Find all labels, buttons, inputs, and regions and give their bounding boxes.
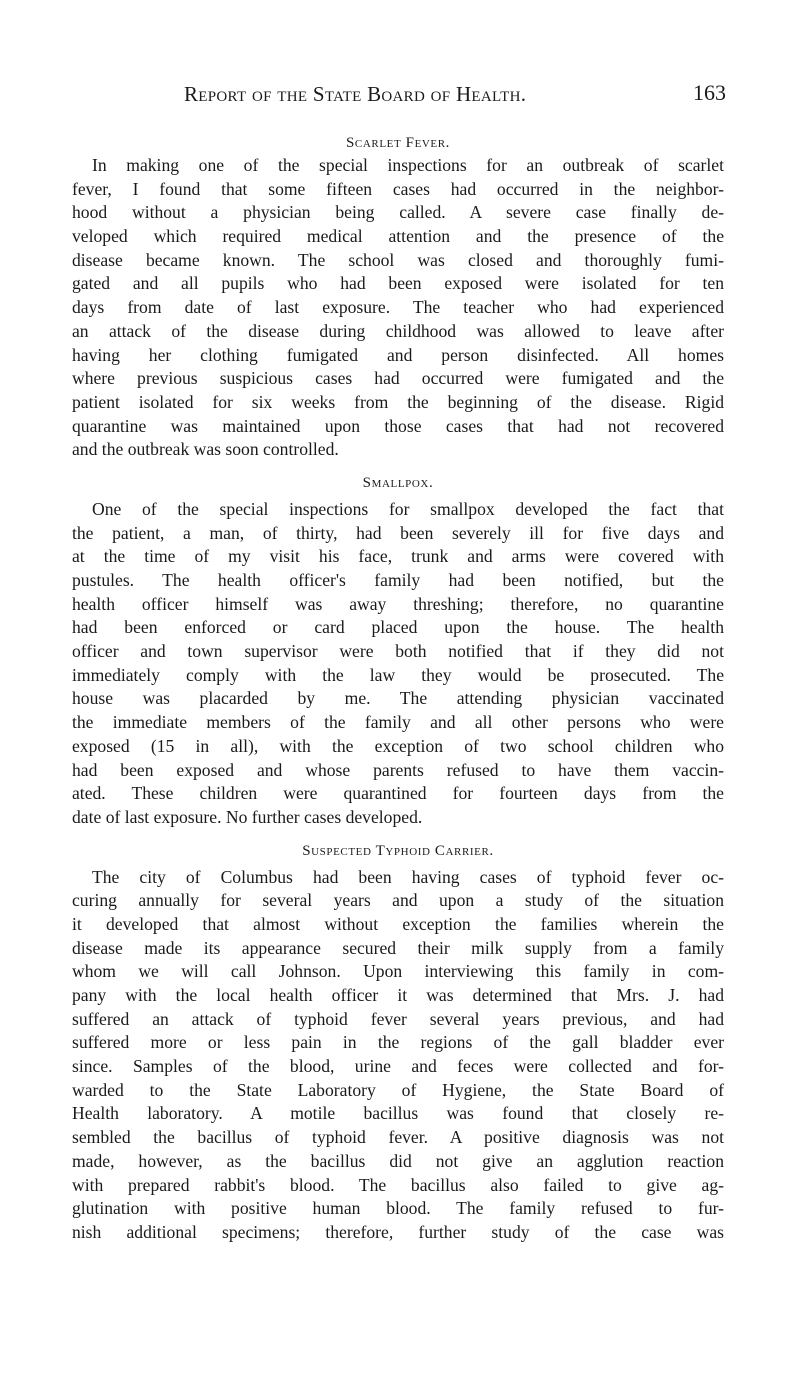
text-line: ated. These children were quarantined for fourteen days from the — [72, 783, 724, 804]
section-heading-scarlet-fever: Scarlet Fever. — [345, 135, 451, 151]
text-line: the patient, a man, of thirty, had been severely ill for five days and — [72, 522, 724, 543]
section-heading-typhoid-carrier: Suspected Typhoid Carrier. — [302, 842, 494, 859]
text-line: it developed that almost without exception the families wherein the — [72, 913, 724, 934]
text-line: The city of Columbus had been having cases of typhoid fever oc- — [92, 866, 724, 887]
text-line: curing annually for several years and upon a study of the situation — [72, 890, 724, 911]
text-line: In making one of the special inspections for an outbreak of scarlet — [92, 155, 724, 175]
text-line: officer and town supervisor were both notified that if they did not — [72, 641, 724, 662]
paragraph-typhoid-carrier — [72, 866, 724, 1245]
text-line: whom we will call Johnson. Upon interviewing this family in com- — [72, 961, 724, 982]
text-line: suffered an attack of typhoid fever several years previous, and had — [72, 1008, 724, 1029]
text-line: One of the special inspections for smallpox developed the fact that — [92, 498, 724, 519]
text-line: where previous suspicious cases had occurred were fumigated and the — [72, 368, 724, 389]
text-line: had been enforced or card placed upon the house. The health — [72, 617, 724, 638]
text-line: quarantine was maintained upon those cases that had not recovered — [72, 415, 724, 436]
text-line: with prepared rabbit's blood. The bacillus also failed to give ag- — [72, 1174, 724, 1195]
text-line: fever, I found that some fifteen cases had occurred in the neighbor- — [72, 178, 724, 199]
document-page — [72, 78, 724, 1245]
text-line: the immediate members of the family and all other persons who were — [72, 712, 724, 733]
section-heading-smallpox: Smallpox. — [362, 474, 434, 491]
text-line: house was placarded by me. The attending physician vaccinated — [72, 688, 724, 709]
text-line: since. Samples of the blood, urine and feces were collected and for- — [72, 1056, 724, 1077]
text-line: an attack of the disease during childhood was allowed to leave after — [72, 320, 724, 341]
running-title: Report of the State Board of Health. — [184, 82, 527, 106]
text-line: warded to the State Laboratory of Hygiene, the State Board of — [72, 1079, 724, 1100]
text-line: health officer himself was away threshing; therefore, no quarantine — [72, 593, 724, 614]
text-line: nish additional specimens; therefore, further study of the case was — [72, 1221, 724, 1242]
text-line: having her clothing fumigated and person disinfected. All homes — [72, 344, 724, 365]
text-line: date of last exposure. No further cases developed. — [72, 806, 423, 827]
running-header — [72, 78, 724, 112]
text-line: at the time of my visit his face, trunk and arms were covered with — [72, 546, 724, 567]
page-number: 163 — [693, 80, 726, 105]
text-line: Health laboratory. A motile bacillus was found that closely re- — [72, 1103, 724, 1124]
text-line: disease became known. The school was closed and thoroughly fumi- — [72, 249, 724, 270]
text-line: had been exposed and whose parents refused to have them vaccin- — [72, 759, 724, 780]
text-line: and the outbreak was soon controlled. — [72, 439, 339, 460]
text-line: made, however, as the bacillus did not give an agglution reaction — [72, 1150, 724, 1171]
text-line: pany with the local health officer it was determined that Mrs. J. had — [72, 985, 724, 1005]
text-line: gated and all pupils who had been exposed were isolated for ten — [72, 273, 724, 294]
text-line: exposed (15 in all), with the exception of two school children who — [72, 735, 724, 756]
text-line: disease made its appearance secured their milk supply from a family — [72, 937, 724, 958]
paragraph-smallpox — [72, 498, 724, 830]
text-line: pustules. The health officer's family had been notified, but the — [72, 570, 724, 590]
text-line: immediately comply with the law they would be prosecuted. The — [72, 664, 724, 685]
text-line: veloped which required medical attention and the presence of the — [72, 226, 724, 247]
text-line: sembled the bacillus of typhoid fever. A positive diagnosis was not — [72, 1127, 724, 1148]
text-line: patient isolated for six weeks from the beginning of the disease. Rigid — [72, 391, 724, 412]
text-line: hood without a physician being called. A severe case finally de- — [72, 202, 724, 223]
paragraph-scarlet-fever — [72, 154, 724, 462]
text-line: glutination with positive human blood. The family refused to fur- — [72, 1198, 724, 1219]
text-line: days from date of last exposure. The teacher who had experienced — [72, 297, 724, 318]
text-line: suffered more or less pain in the regions of the gall bladder ever — [72, 1032, 724, 1053]
